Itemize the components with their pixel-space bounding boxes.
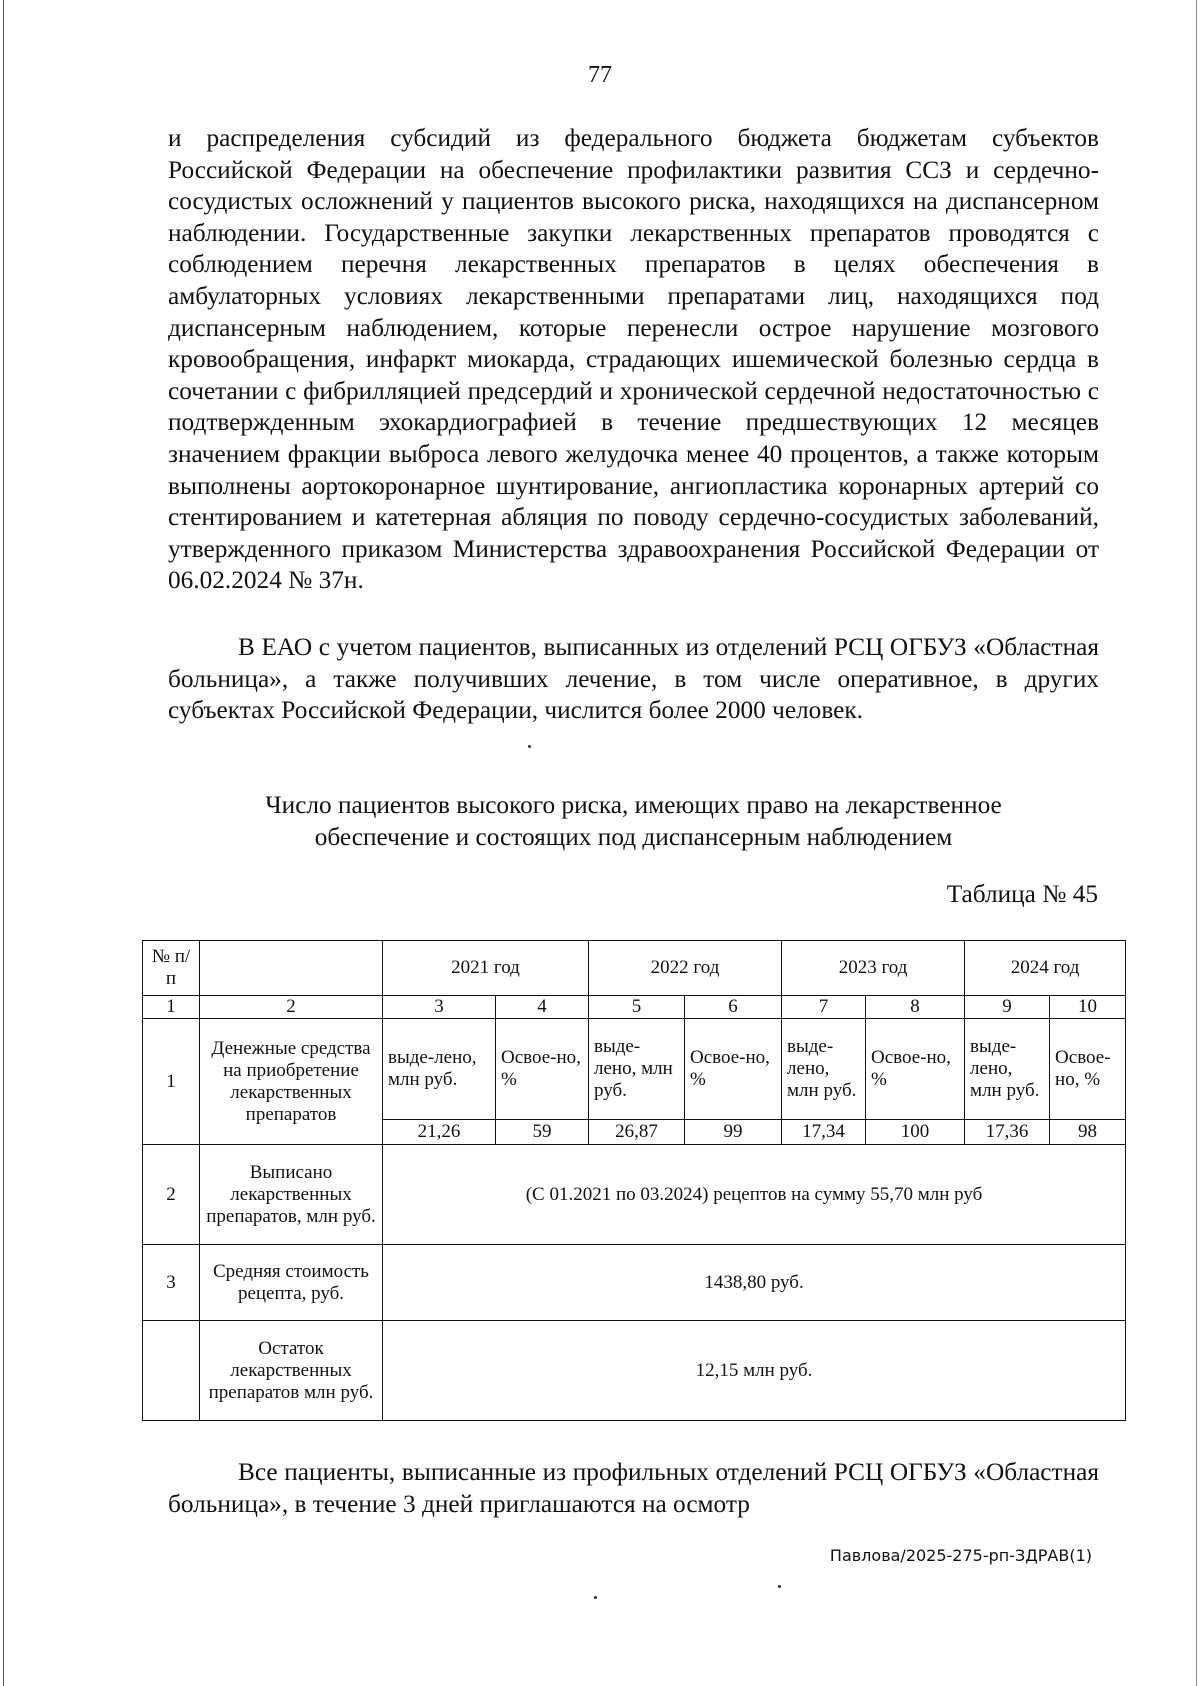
row-label-avg-cost: Средняя стоимость рецепта, руб.: [200, 1245, 383, 1321]
value-used-2024: 98: [1050, 1120, 1126, 1145]
row-label-funds: Денежные средства на приобретение лекарственных препаратов: [200, 1019, 383, 1145]
table-row-remainder: [143, 1321, 1126, 1421]
unit-allocated-2024: выде-лено, млн руб.: [965, 1019, 1050, 1120]
col-number: 5: [589, 996, 685, 1019]
table-title-line-2: обеспечение и состоящих под диспансерным наблюдением: [314, 822, 953, 851]
row-label-remainder: Остаток лекарственных препаратов млн руб.: [200, 1321, 383, 1421]
col-number: 6: [685, 996, 782, 1019]
col-number: 4: [496, 996, 589, 1019]
value-allocated-2021: 21,26: [383, 1120, 496, 1145]
header-year-2021: 2021 год: [383, 941, 589, 996]
header-row-years: [143, 941, 1126, 996]
col-number: 3: [383, 996, 496, 1019]
paragraph-subsidies: и распределения субсидий из федерального бюджета бюджетам субъектов Российской Федерации на обеспечение профилактики развития ССЗ и сердечно-сосудистых осложнений у пациентов высокого риска, находящихся на диспансерном наблюдении. Государственные закупки лекарственных препаратов проводятся с соблюдением перечня лекарственных препаратов в целях обеспечения в амбулаторных условиях лекарственными препаратами лиц, находящихся под диспансерным наблюдением, которые перенесли острое нарушение мозгового кровообращения, инфаркт миокарда, страдающих ишемической болезнью сердца в сочетании с фибрилляцией предсердий и хронической сердечной недостаточностью с подтвержденным эхокардиографией в течение предшествующих 12 месяцев значением фракции выброса левого желудочка менее 40 процентов, а также которым выполнены аортокоронарное шунтирование, ангиопластика коронарных артерий со стентированием и катетерная абляция по поводу сердечно-сосудистых заболеваний, утвержденного приказом Министерства здравоохранения Российской Федерации от 06.02.2024 № 37н.: [168, 124, 1099, 595]
unit-used-2021: Освое-но, %: [496, 1019, 589, 1120]
value-used-2023: 100: [866, 1120, 965, 1145]
col-number: 9: [965, 996, 1050, 1019]
col-number: 10: [1050, 996, 1126, 1019]
scan-speck: [778, 1585, 781, 1588]
row-label-prescribed: Выписано лекарственных препаратов, млн руб.: [200, 1145, 383, 1245]
value-allocated-2022: 26,87: [589, 1120, 685, 1145]
table-title: [168, 790, 1099, 853]
header-num-cell: № п/п: [143, 941, 200, 996]
row-num: 1: [143, 1019, 200, 1145]
table-row-prescribed: [143, 1145, 1126, 1245]
scan-speck: [594, 1596, 597, 1599]
value-avg-cost: 1438,80 руб.: [383, 1245, 1126, 1321]
value-prescribed: (С 01.2021 по 03.2024) рецептов на сумму 55,70 млн руб: [383, 1145, 1126, 1245]
row-num: 3: [143, 1245, 200, 1321]
page-border-left: [3, 0, 4, 1686]
value-remainder: 12,15 млн руб.: [383, 1321, 1126, 1421]
unit-allocated-2021: выде-лено, млн руб.: [383, 1019, 496, 1120]
value-used-2022: 99: [685, 1120, 782, 1145]
col-number: 1: [143, 996, 200, 1019]
unit-allocated-2023: выде-лено, млн руб.: [782, 1019, 866, 1120]
paragraph-patients-count: В ЕАО с учетом пациентов, выписанных из отделений РСЦ ОГБУЗ «Областная больница», а также получивших лечение, в том числе оперативное, в других субъектах Российской Федерации, числится более 2000 человек.: [168, 633, 1099, 725]
value-used-2021: 59: [496, 1120, 589, 1145]
unit-used-2023: Освое-но, %: [866, 1019, 965, 1120]
header-year-2024: 2024 год: [965, 941, 1126, 996]
header-year-2023: 2023 год: [782, 941, 965, 996]
unit-allocated-2022: выде-лено, млн руб.: [589, 1019, 685, 1120]
table-row-avg-cost: [143, 1245, 1126, 1321]
row-num: 2: [143, 1145, 200, 1245]
unit-used-2024: Освое-но, %: [1050, 1019, 1126, 1120]
table-caption: Таблица № 45: [946, 880, 1098, 908]
funding-table: [142, 940, 1126, 1421]
col-number: 8: [866, 996, 965, 1019]
col-number: 7: [782, 996, 866, 1019]
header-empty-cell: [200, 941, 383, 996]
footer-signature: Павлова/2025-275-рп-ЗДРАВ(1): [829, 1546, 1092, 1565]
page-number: 77: [588, 62, 612, 88]
table-title-line-1: Число пациентов высокого риска, имеющих право на лекарственное: [265, 791, 1002, 819]
paragraph-followup: Все пациенты, выписанные из профильных отделений РСЦ ОГБУЗ «Областная больница», в течение 3 дней приглашаются на осмотр: [168, 1458, 1099, 1518]
header-year-2022: 2022 год: [589, 941, 782, 996]
scan-speck: [528, 745, 531, 748]
unit-used-2022: Освое-но, %: [685, 1019, 782, 1120]
value-allocated-2023: 17,34: [782, 1120, 866, 1145]
row-num: [143, 1321, 200, 1421]
col-number: 2: [200, 996, 383, 1019]
header-row-col-numbers: [143, 996, 1126, 1019]
table-row-funds-units: [143, 1019, 1126, 1120]
value-allocated-2024: 17,36: [965, 1120, 1050, 1145]
page-border-right: [1196, 0, 1197, 1686]
